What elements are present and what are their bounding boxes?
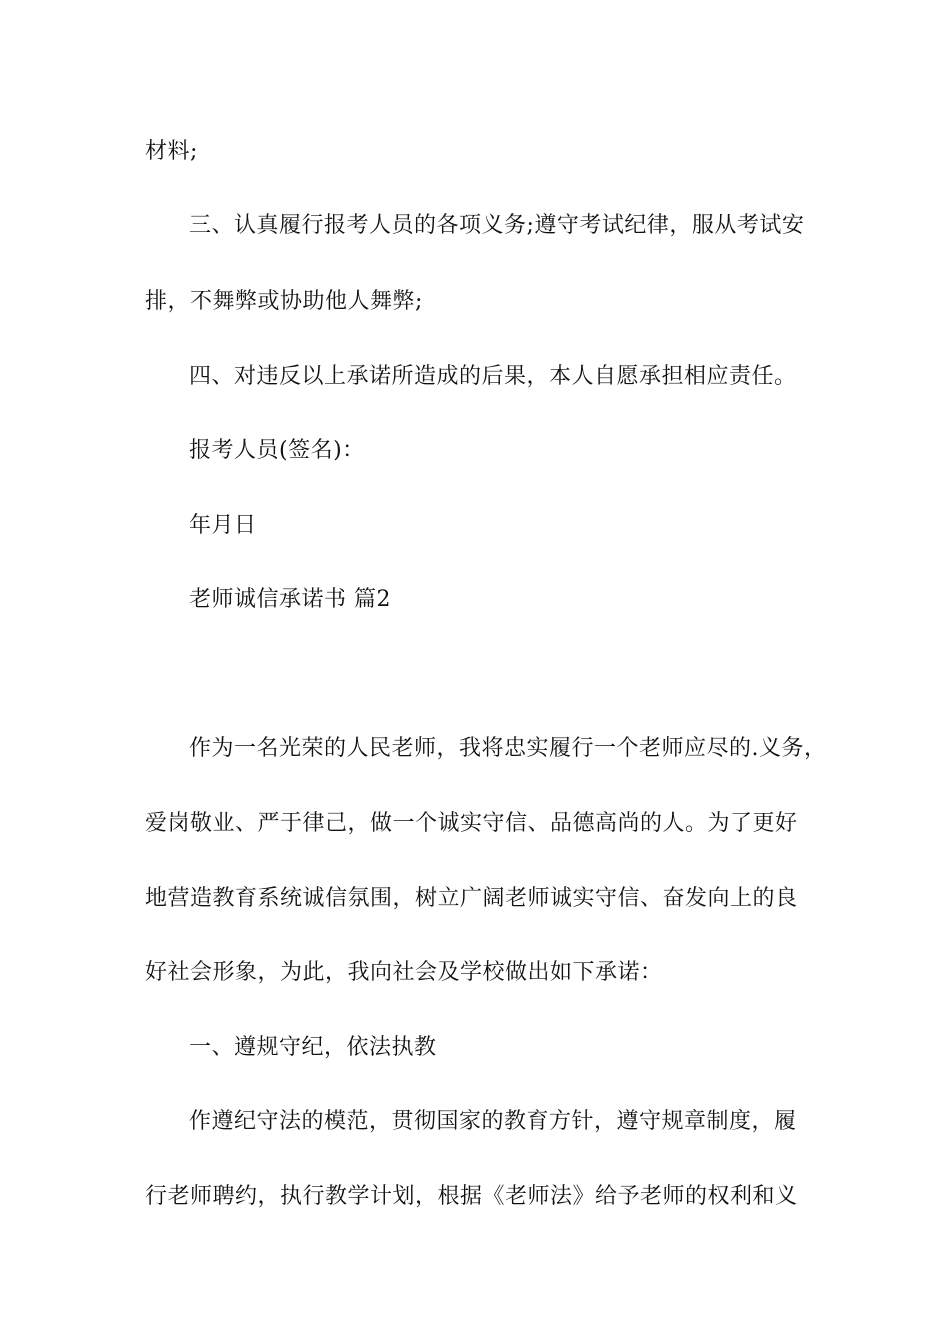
text-line: 爱岗敬业、严于律己，做一个诚实守信、品德高尚的人。为了更好 — [145, 811, 798, 836]
text-line: 三、认真履行报考人员的各项义务;遵守考试纪律，服从考试安 — [189, 213, 805, 238]
text-line: 材料; — [145, 139, 198, 164]
signature-label: 报考人员(签名)： — [189, 438, 365, 463]
text-line: 排，不舞弊或协助他人舞弊; — [145, 289, 423, 314]
section-title: 老师诚信承诺书 篇2 — [189, 587, 391, 612]
date-label: 年月日 — [189, 513, 257, 538]
text-line: 地营造教育系统诚信氛围，树立广阔老师诚实守信、奋发向上的良 — [145, 886, 798, 911]
text-line: 作为一名光荣的人民老师，我将忠实履行一个老师应尽的.义务， — [189, 736, 827, 761]
text-line: 四、对违反以上承诺所造成的后果，本人自愿承担相应责任。 — [189, 364, 797, 389]
subheading: 一、遵规守纪，依法执教 — [189, 1035, 437, 1060]
text-line: 作遵纪守法的模范，贯彻国家的教育方针，遵守规章制度，履 — [189, 1109, 797, 1134]
text-line: 行老师聘约，执行教学计划，根据《老师法》给予老师的权利和义 — [145, 1184, 798, 1209]
text-line: 好社会形象，为此，我向社会及学校做出如下承诺： — [145, 960, 663, 985]
